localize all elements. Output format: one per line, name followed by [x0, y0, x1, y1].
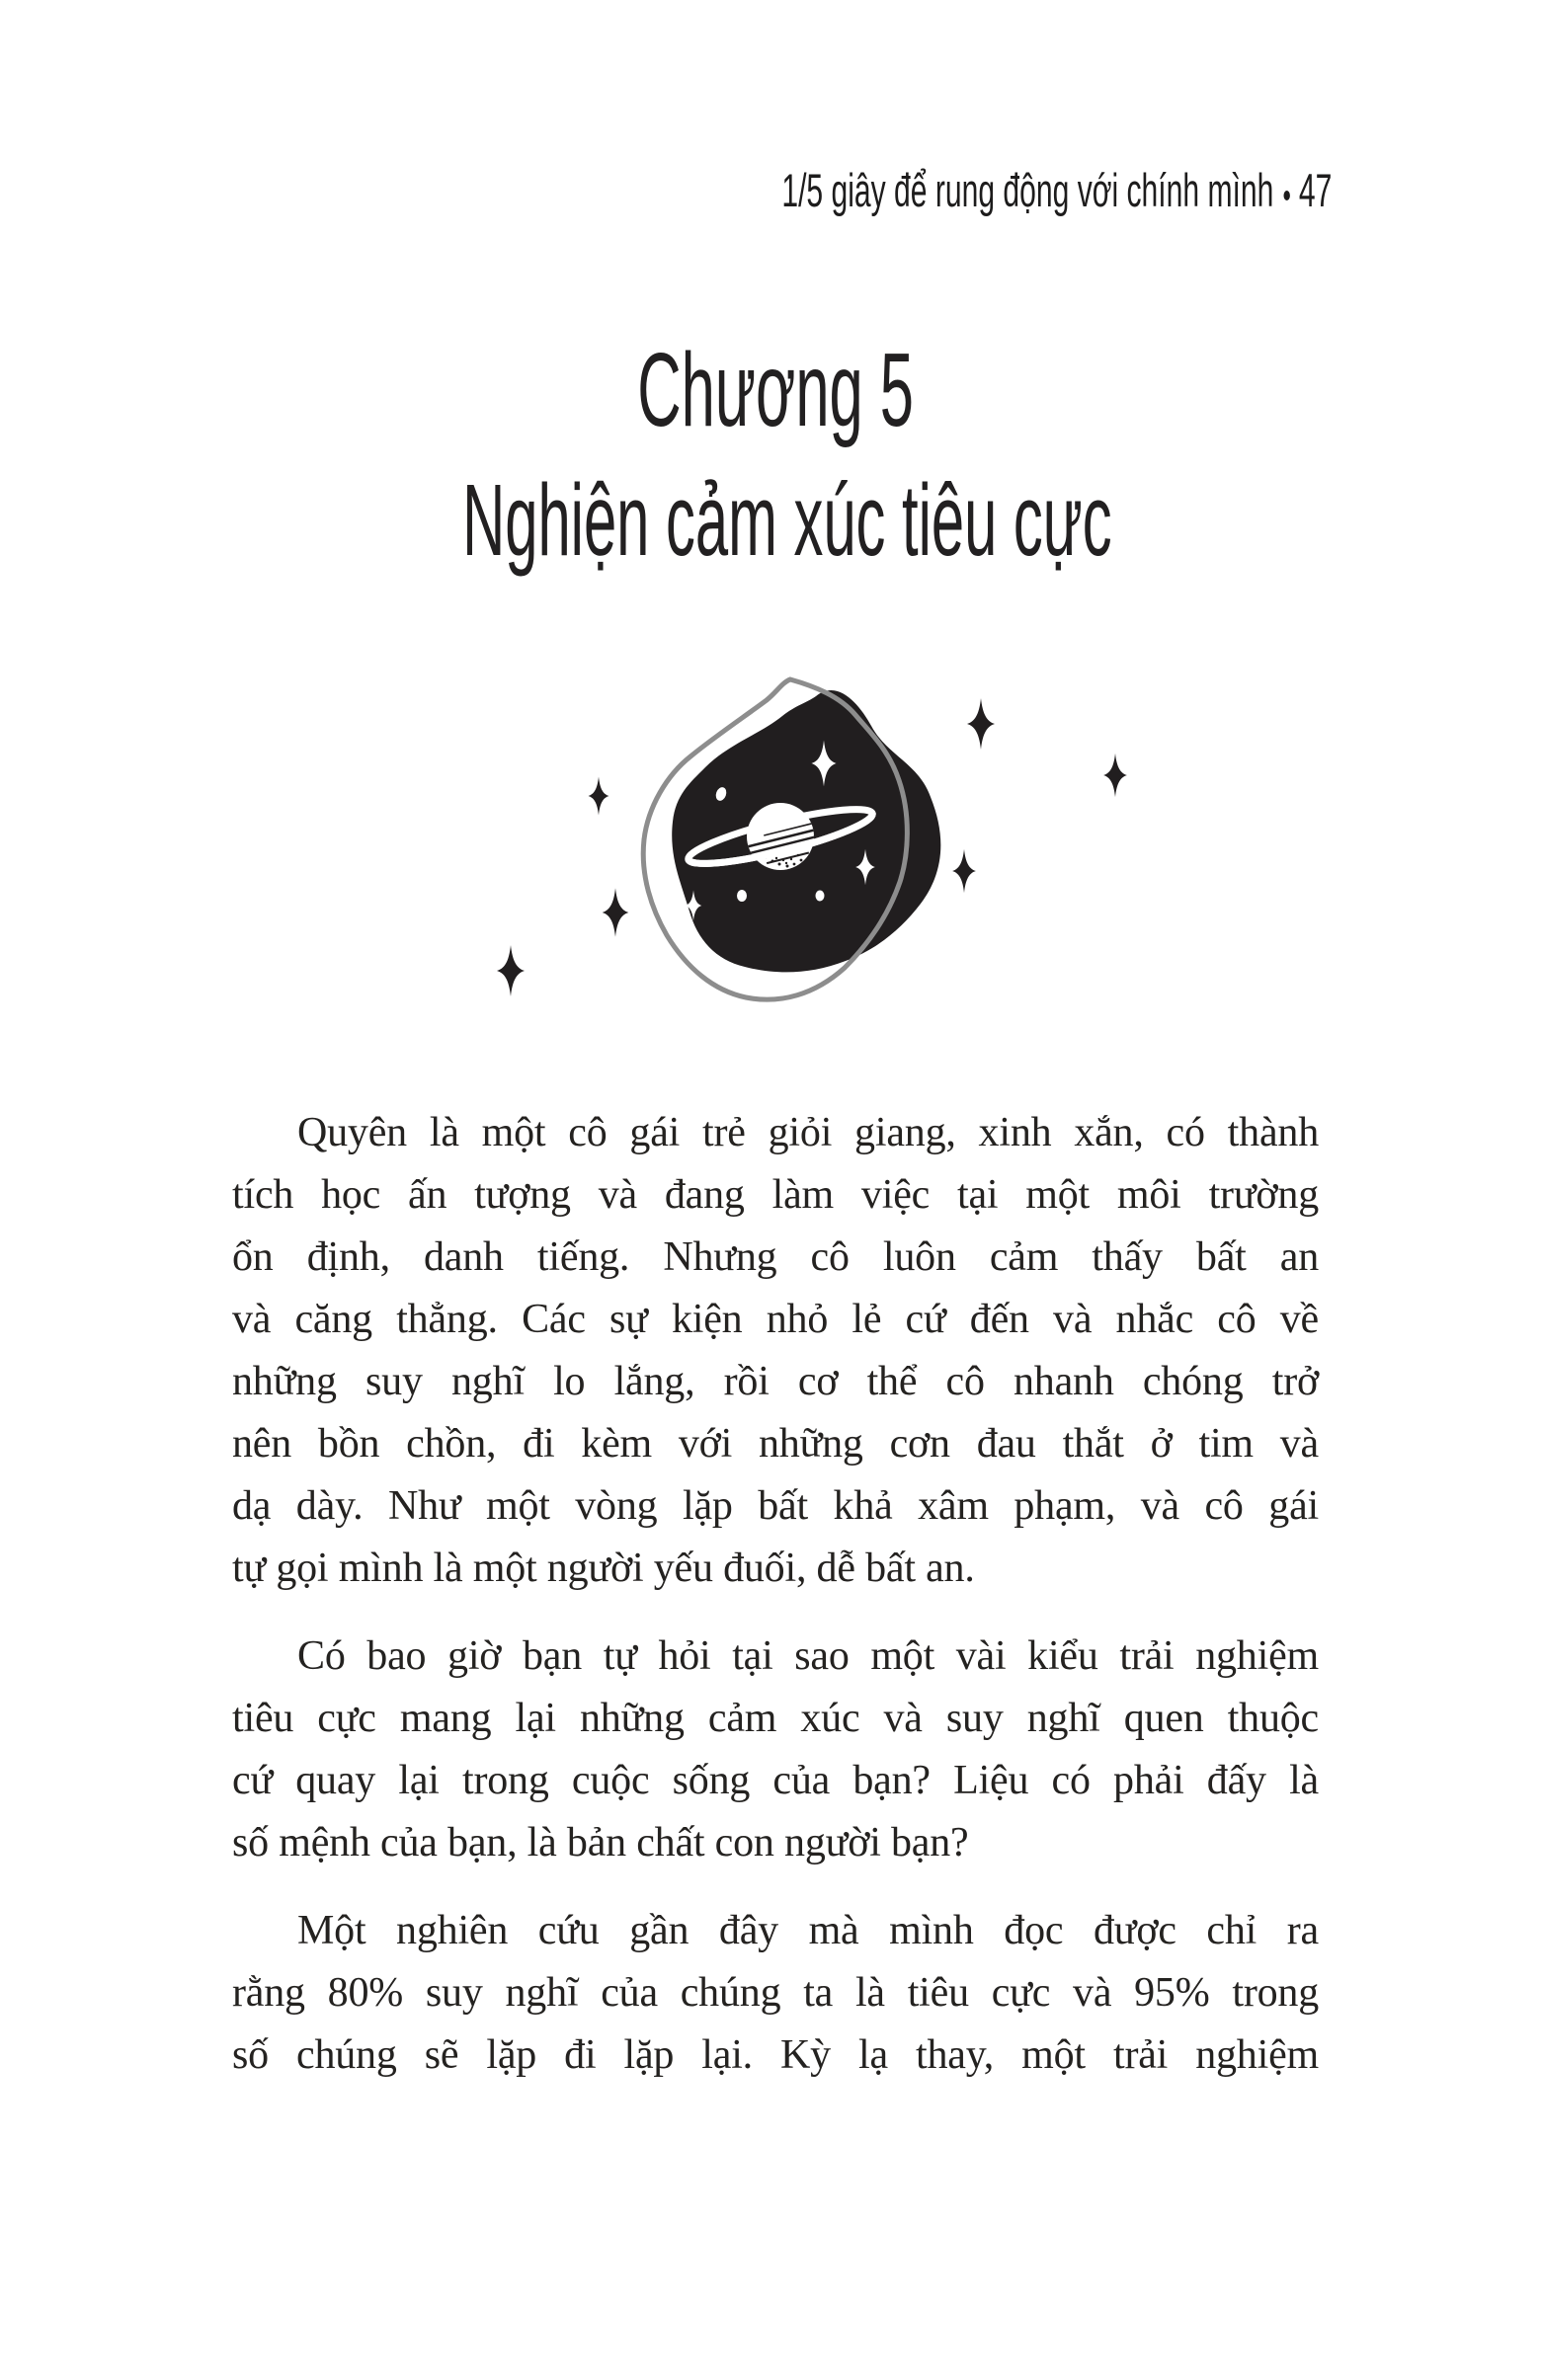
text-line: số mệnh của bạn, là bản chất con người bạn?: [232, 1820, 969, 1865]
text-line: dạ dày. Như một vòng lặp bất khả xâm phạm, và cô gái: [232, 1483, 1319, 1529]
running-header: [232, 164, 1332, 217]
white-speck: [737, 890, 747, 902]
text-line: và căng thẳng. Các sự kiện nhỏ lẻ cứ đến và nhắc cô về: [232, 1297, 1319, 1342]
saturn-illustration: [464, 617, 1136, 1081]
body-text: [232, 1102, 1319, 2087]
text-line: cứ quay lại trong cuộc sống của bạn? Liệu có phải đấy là: [232, 1758, 1319, 1803]
running-header-text: 1/5 giây để rung động với chính mình: [780, 164, 1273, 216]
text-line: Có bao giờ bạn tự hỏi tại sao một vài kiểu trải nghiệm: [297, 1633, 1319, 1679]
text-line: nên bồn chồn, đi kèm với những cơn đau thắt ở tim và: [232, 1421, 1319, 1467]
text-line: Quyên là một cô gái trẻ giỏi giang, xinh xắn, có thành: [297, 1110, 1319, 1155]
text-line: rằng 80% suy nghĩ của chúng ta là tiêu cực và 95% trong: [232, 1970, 1319, 2016]
text-line: ổn định, danh tiếng. Nhưng cô luôn cảm thấy bất an: [232, 1234, 1319, 1280]
text-line: tích học ấn tượng và đang làm việc tại một môi trường: [232, 1172, 1319, 1218]
text-line: số chúng sẽ lặp đi lặp lại. Kỳ lạ thay, một trải nghiệm: [232, 2032, 1319, 2078]
sparkle-star-icon: [497, 945, 525, 996]
text-line: tiêu cực mang lại những cảm xúc và suy nghĩ quen thuộc: [232, 1696, 1319, 1741]
chapter-label: [227, 332, 1324, 448]
text-line: những suy nghĩ lo lắng, rồi cơ thể cô nhanh chóng trở: [232, 1359, 1319, 1404]
sparkle-star-icon: [603, 888, 629, 936]
page-number: 47: [1298, 164, 1332, 216]
text-line: tự gọi mình là một người yếu đuối, dễ bất an.: [232, 1546, 975, 1591]
sparkle-star-icon: [967, 698, 995, 750]
paragraph: [232, 1102, 1319, 1600]
chapter-title: [227, 462, 1324, 579]
sparkle-star-icon: [589, 777, 609, 816]
paragraph: [232, 1626, 1319, 1874]
white-speck: [816, 891, 825, 902]
running-header-inner: [781, 164, 1332, 217]
sparkle-star-icon: [952, 849, 976, 893]
text-line: Một nghiên cứu gần đây mà mình đọc được chỉ ra: [297, 1908, 1319, 1953]
chapter-title-text: Nghiện cảm xúc tiêu cực: [462, 463, 1112, 577]
paragraph: [232, 1900, 1319, 2087]
sparkle-star-icon: [1103, 754, 1127, 797]
bullet-separator-icon: [1283, 191, 1289, 200]
chapter-label-text: Chương 5: [637, 332, 914, 448]
